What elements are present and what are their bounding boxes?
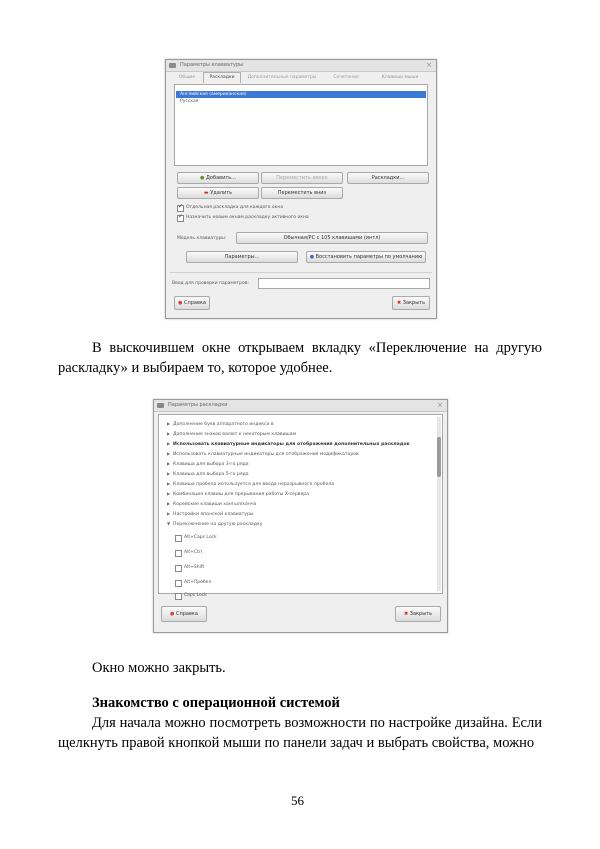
option-label: Alt+Caps Lock xyxy=(184,535,217,540)
inherit-layout-checkbox[interactable] xyxy=(177,215,184,222)
add-button[interactable]: ● Добавить... xyxy=(177,172,259,184)
tree-row[interactable]: ▶ Клавиша для выбора 5-го ряда xyxy=(167,471,249,477)
scrollbar[interactable] xyxy=(437,417,441,591)
layouts-button[interactable]: Раскладки... xyxy=(347,172,429,184)
close-icon: ✖ xyxy=(403,611,409,617)
separator xyxy=(170,272,432,273)
tab-general[interactable]: Общие xyxy=(178,75,196,80)
per-window-layout-label: Отдельная раскладка для каждого окна xyxy=(186,205,284,210)
remove-button[interactable]: ▬ Удалить xyxy=(177,187,259,199)
layout-options-dialog xyxy=(153,399,448,633)
move-up-button[interactable]: Переместить вверх xyxy=(261,172,343,184)
dialog-titlebar xyxy=(154,400,447,412)
keyboard-icon xyxy=(169,63,176,68)
tree-row[interactable]: ▶ Настройки японской клавиатуры xyxy=(167,511,254,517)
options-tree[interactable] xyxy=(158,414,443,598)
close-button[interactable]: ✖ Закрыть xyxy=(395,606,441,622)
layout-list-item-selected[interactable]: Английская (американская) xyxy=(176,91,426,98)
tree-row-expanded[interactable]: ▼ Переключение на другую раскладку xyxy=(167,521,263,527)
reset-icon: ● xyxy=(309,254,315,260)
layout-list-item[interactable]: Русская xyxy=(180,99,199,104)
option-label: Alt+Shift xyxy=(184,565,205,570)
help-button[interactable]: ● Справка xyxy=(161,606,207,622)
close-icon[interactable]: × xyxy=(437,401,443,409)
per-window-layout-checkbox[interactable] xyxy=(177,205,184,212)
tree-row[interactable]: ▶ Комбинация клавиш для прерывания работы X-сервера xyxy=(167,491,309,497)
close-icon[interactable]: × xyxy=(426,61,432,69)
tree-row[interactable]: ▶ Использовать клавиатурные индикаторы для отображения модификаторов xyxy=(167,451,359,457)
tree-row[interactable]: ▶ Клавиша для выбора 3-го ряда xyxy=(167,461,249,467)
paragraph-3: Для начала можно посмотреть возможности по настройке дизайна. Если щелкнуть правой кнопкой мыши по панели задач и выбрать свойства, можно xyxy=(58,715,542,751)
remove-icon: ▬ xyxy=(203,190,209,196)
dialog-title: Параметры клавиатуры xyxy=(180,62,244,68)
tree-row[interactable]: ▶ Использовать клавиатурные индикаторы для отображения дополнительных раскладок xyxy=(167,441,410,447)
add-icon: ● xyxy=(200,175,205,181)
help-icon: ● xyxy=(170,611,175,617)
option-checkbox[interactable] xyxy=(175,550,182,557)
layout-list[interactable] xyxy=(174,84,428,166)
option-label: Caps Lock xyxy=(184,593,207,598)
help-icon: ● xyxy=(178,300,183,306)
params-button[interactable]: Параметры... xyxy=(186,251,298,263)
tree-row[interactable]: ▶ Клавиша пробела используется для ввода неразрывного пробела xyxy=(167,481,335,487)
option-label: Alt+Пробел xyxy=(184,580,212,585)
close-icon: ✖ xyxy=(396,300,402,306)
scrollbar-thumb[interactable] xyxy=(437,437,441,477)
help-button[interactable]: ● Справка xyxy=(174,296,210,310)
option-checkbox[interactable] xyxy=(175,593,182,600)
tab-mouse-keys[interactable]: Клавиши мыши xyxy=(381,75,419,80)
option-checkbox[interactable] xyxy=(175,580,182,587)
tree-row[interactable]: ▶ Корейские клавиши хангыл/ханча xyxy=(167,501,257,507)
dialog-title: Параметры раскладки xyxy=(168,402,228,408)
paragraph-1: В выскочившем окне открываем вкладку «Переключение на другую раскладку» и выбираем то, которое удобнее. xyxy=(58,340,542,376)
tab-layouts[interactable]: Раскладки xyxy=(203,72,241,83)
tree-row[interactable]: ▶ Дополнение знаков валют к некоторым клавишам xyxy=(167,431,297,437)
dialog-titlebar xyxy=(166,60,436,72)
page-number: 56 xyxy=(291,793,304,808)
keyboard-icon xyxy=(157,403,164,408)
option-checkbox[interactable] xyxy=(175,535,182,542)
close-button[interactable]: ✖ Закрыть xyxy=(392,296,430,310)
move-down-button[interactable]: Переместить вниз xyxy=(261,187,343,199)
keyboard-model-label: Модель клавиатуры: xyxy=(177,236,227,241)
option-checkbox[interactable] xyxy=(175,565,182,572)
option-label: Alt+Ctrl xyxy=(184,550,202,555)
test-input-label: Ввод для проверки параметров: xyxy=(172,281,249,286)
reset-defaults-button[interactable]: ● Восстановить параметры по умолчанию xyxy=(306,251,426,263)
section-heading: Знакомство с операционной системой xyxy=(92,695,340,711)
keyboard-model-button[interactable]: Обычная/PC с 105 клавишами (интл) xyxy=(236,232,428,244)
tree-row[interactable]: ▶ Дополнение букв аппаратного индекса в xyxy=(167,421,274,427)
test-input-field[interactable] xyxy=(258,278,430,289)
tab-shortcuts[interactable]: Сочетания xyxy=(333,75,359,80)
tab-advanced[interactable]: Дополнительные параметры xyxy=(247,75,317,80)
paragraph-2: Окно можно закрыть. xyxy=(92,660,226,676)
inherit-layout-label: Назначить новым окнам раскладку активного окна xyxy=(186,215,309,220)
keyboard-settings-dialog xyxy=(165,59,437,319)
